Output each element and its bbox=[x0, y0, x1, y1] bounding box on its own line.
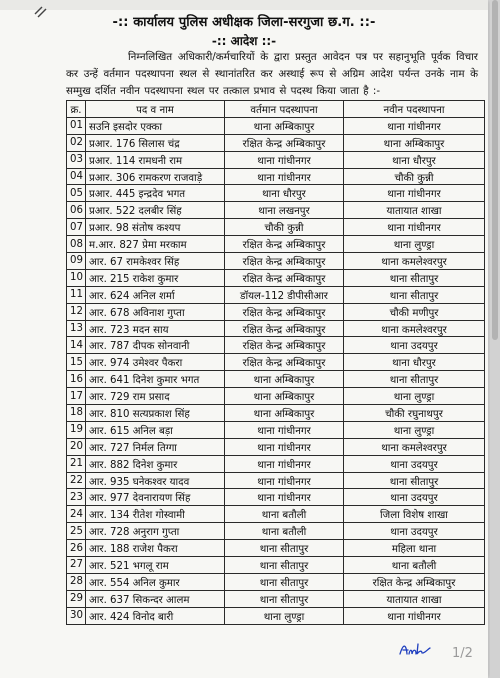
page-indicator: 1/2 bbox=[452, 646, 473, 661]
row-name: प्रआर. 114 रामधनी राम bbox=[86, 151, 225, 168]
row-name: आर. 977 देवनारायण सिंह bbox=[86, 489, 225, 506]
table-row bbox=[67, 523, 485, 540]
row-name: प्रआर. 445 इन्द्रदेव भगत bbox=[86, 185, 225, 202]
row-serial: 21 bbox=[67, 455, 86, 472]
row-current-posting: थाना गांधीनगर bbox=[225, 151, 344, 168]
table-row bbox=[67, 151, 485, 168]
row-serial: 29 bbox=[67, 590, 86, 607]
row-current-posting: थाना गांधीनगर bbox=[225, 472, 344, 489]
row-serial: 09 bbox=[67, 253, 86, 270]
table-row bbox=[67, 286, 485, 303]
row-current-posting: थाना अम्बिकापुर bbox=[225, 117, 344, 134]
header-name: पद व नाम bbox=[86, 101, 225, 118]
row-serial: 07 bbox=[67, 219, 86, 236]
row-serial: 06 bbox=[67, 202, 86, 219]
row-current-posting: रक्षित केन्द्र अम्बिकापुर bbox=[225, 134, 344, 151]
row-serial: 25 bbox=[67, 523, 86, 540]
row-new-posting: थाना धौरपुर bbox=[344, 151, 485, 168]
row-serial: 03 bbox=[67, 151, 86, 168]
row-current-posting: थाना अम्बिकापुर bbox=[225, 388, 344, 405]
table-row bbox=[67, 557, 485, 574]
table-header-row bbox=[67, 101, 485, 118]
row-current-posting: रक्षित केन्द्र अम्बिकापुर bbox=[225, 253, 344, 270]
header-serial: क्र. bbox=[67, 101, 86, 118]
row-serial: 19 bbox=[67, 421, 86, 438]
row-new-posting: थाना कमलेश्वरपुर bbox=[344, 438, 485, 455]
row-serial: 11 bbox=[67, 286, 86, 303]
row-new-posting: थाना उदयपुर bbox=[344, 523, 485, 540]
row-name: आर. 554 अनिल कुमार bbox=[86, 573, 225, 590]
table-row bbox=[67, 269, 485, 286]
transfer-table bbox=[66, 100, 485, 625]
table-row bbox=[67, 253, 485, 270]
table-row bbox=[67, 202, 485, 219]
row-new-posting: रक्षित केन्द्र अम्बिकापुर bbox=[344, 573, 485, 590]
row-current-posting: थाना लखनपुर bbox=[225, 202, 344, 219]
row-current-posting: थाना धौरपुर bbox=[225, 185, 344, 202]
order-heading: -:: आदेश ::- bbox=[211, 34, 277, 48]
row-new-posting: थाना उदयपुर bbox=[344, 455, 485, 472]
row-serial: 14 bbox=[67, 337, 86, 354]
table-row bbox=[67, 455, 485, 472]
row-new-posting: यातायात शाखा bbox=[344, 202, 485, 219]
row-serial: 05 bbox=[67, 185, 86, 202]
handwritten-signature-icon bbox=[398, 640, 432, 660]
row-serial: 15 bbox=[67, 354, 86, 371]
row-name: आर. 810 सत्यप्रकाश सिंह bbox=[86, 405, 225, 422]
row-name: आर. 641 दिनेश कुमार भगत bbox=[86, 371, 225, 388]
row-current-posting: थाना गांधीनगर bbox=[225, 455, 344, 472]
row-serial: 18 bbox=[67, 405, 86, 422]
row-new-posting: थाना सीतापुर bbox=[344, 472, 485, 489]
row-name: प्रआर. 98 संतोष कश्यप bbox=[86, 219, 225, 236]
row-new-posting: थाना सीतापुर bbox=[344, 269, 485, 286]
header-current-posting: वर्तमान पदस्थापना bbox=[225, 101, 344, 118]
row-new-posting: थाना उदयपुर bbox=[344, 489, 485, 506]
table-row bbox=[67, 421, 485, 438]
row-serial: 02 bbox=[67, 134, 86, 151]
row-current-posting: थाना गांधीनगर bbox=[225, 489, 344, 506]
row-serial: 10 bbox=[67, 269, 86, 286]
row-name: आर. 727 निर्मल तिग्गा bbox=[86, 438, 225, 455]
row-current-posting: रक्षित केन्द्र अम्बिकापुर bbox=[225, 269, 344, 286]
row-serial: 13 bbox=[67, 320, 86, 337]
row-serial: 04 bbox=[67, 168, 86, 185]
row-serial: 26 bbox=[67, 540, 86, 557]
row-current-posting: थाना अम्बिकापुर bbox=[225, 405, 344, 422]
row-name: आर. 215 राकेश कुमार bbox=[86, 269, 225, 286]
office-heading: -:: कार्यालय पुलिस अधीक्षक जिला-सरगुजा छ.ग. ::- bbox=[112, 15, 376, 30]
table-row bbox=[67, 590, 485, 607]
row-current-posting: रक्षित केन्द्र अम्बिकापुर bbox=[225, 236, 344, 253]
row-name: म.आर. 827 प्रेमा मरकाम bbox=[86, 236, 225, 253]
row-new-posting: यातायात शाखा bbox=[344, 590, 485, 607]
row-new-posting: थाना लुण्ड्रा bbox=[344, 421, 485, 438]
row-serial: 30 bbox=[67, 607, 86, 624]
row-current-posting: थाना बतौली bbox=[225, 523, 344, 540]
row-current-posting: रक्षित केन्द्र अम्बिकापुर bbox=[225, 320, 344, 337]
row-current-posting: डॉयल-112 डीपीसीआर bbox=[225, 286, 344, 303]
table-row bbox=[67, 117, 485, 134]
row-current-posting: थाना गांधीनगर bbox=[225, 168, 344, 185]
row-serial: 20 bbox=[67, 438, 86, 455]
table-row bbox=[67, 337, 485, 354]
table-row bbox=[67, 506, 485, 523]
row-current-posting: थाना गांधीनगर bbox=[225, 438, 344, 455]
row-new-posting: थाना अम्बिकापुर bbox=[344, 134, 485, 151]
row-new-posting: चौकी कुन्नी bbox=[344, 168, 485, 185]
row-current-posting: थाना अम्बिकापुर bbox=[225, 371, 344, 388]
table-row bbox=[67, 438, 485, 455]
row-current-posting: थाना सीतापुर bbox=[225, 557, 344, 574]
table-row bbox=[67, 303, 485, 320]
row-new-posting: थाना गांधीनगर bbox=[344, 117, 485, 134]
row-current-posting: थाना सीतापुर bbox=[225, 590, 344, 607]
table-row bbox=[67, 573, 485, 590]
table-row bbox=[67, 134, 485, 151]
table-row bbox=[67, 320, 485, 337]
row-new-posting: थाना लुण्ड्रा bbox=[344, 236, 485, 253]
row-new-posting: थाना धौरपुर bbox=[344, 354, 485, 371]
row-name: आर. 67 रामकेश्वर सिंह bbox=[86, 253, 225, 270]
row-name: आर. 728 अनुराग गुप्ता bbox=[86, 523, 225, 540]
table-row bbox=[67, 540, 485, 557]
row-serial: 17 bbox=[67, 388, 86, 405]
row-name: आर. 882 दिनेश कुमार bbox=[86, 455, 225, 472]
row-new-posting: थाना उदयपुर bbox=[344, 337, 485, 354]
row-name: आर. 424 विनोद बारी bbox=[86, 607, 225, 624]
row-new-posting: थाना गांधीनगर bbox=[344, 185, 485, 202]
row-new-posting: थाना सीतापुर bbox=[344, 371, 485, 388]
row-name: आर. 787 दीपक सोनवानी bbox=[86, 337, 225, 354]
table-row bbox=[67, 405, 485, 422]
intro-paragraph: निम्नलिखित अधिकारी/कर्मचारियों के द्वारा प्रस्तुत आवेदन पत्र पर सहानुभूति पूर्वक विचार कर उन्हें वर्तमान पदस्थापना स्थल से स्थानांतरित कर अस्थाई रूप से अग्रिम आदेश पर्यन्त उनके नाम के सम्मुख दर्शित नवीन पदस्थापना स्थल पर तत्काल प्रभाव से पदस्थ किया जाता है :- bbox=[66, 51, 478, 97]
row-new-posting: महिला थाना bbox=[344, 540, 485, 557]
header-new-posting: नवीन पदस्थापना bbox=[344, 101, 485, 118]
row-name: सउनि इसदोर एक्का bbox=[86, 117, 225, 134]
row-current-posting: थाना सीतापुर bbox=[225, 573, 344, 590]
table-row bbox=[67, 607, 485, 624]
row-name: आर. 624 अनिल शर्मा bbox=[86, 286, 225, 303]
row-name: आर. 615 अनिल बड़ा bbox=[86, 421, 225, 438]
table-row bbox=[67, 489, 485, 506]
table-row bbox=[67, 388, 485, 405]
row-current-posting: थाना गांधीनगर bbox=[225, 421, 344, 438]
row-new-posting: थाना लुण्ड्रा bbox=[344, 388, 485, 405]
table-row bbox=[67, 236, 485, 253]
table-row bbox=[67, 354, 485, 371]
row-name: आर. 521 भगलू राम bbox=[86, 557, 225, 574]
row-current-posting: रक्षित केन्द्र अम्बिकापुर bbox=[225, 303, 344, 320]
row-new-posting: थाना कमलेश्वरपुर bbox=[344, 320, 485, 337]
row-new-posting: थाना कमलेश्वरपुर bbox=[344, 253, 485, 270]
row-serial: 22 bbox=[67, 472, 86, 489]
row-name: आर. 974 उमेश्वर पैकरा bbox=[86, 354, 225, 371]
row-name: प्रआर. 306 रामकरण राजवाड़े bbox=[86, 168, 225, 185]
row-new-posting: थाना गांधीनगर bbox=[344, 607, 485, 624]
row-name: आर. 729 राम प्रसाद bbox=[86, 388, 225, 405]
row-new-posting: थाना गांधीनगर bbox=[344, 219, 485, 236]
row-serial: 24 bbox=[67, 506, 86, 523]
row-serial: 01 bbox=[67, 117, 86, 134]
row-name: आर. 935 घनेकश्वर यादव bbox=[86, 472, 225, 489]
table-row bbox=[67, 219, 485, 236]
row-name: आर. 678 अविनाश गुप्ता bbox=[86, 303, 225, 320]
row-name: आर. 723 मदन साय bbox=[86, 320, 225, 337]
row-current-posting: रक्षित केन्द्र अम्बिकापुर bbox=[225, 337, 344, 354]
row-new-posting: थाना बतौली bbox=[344, 557, 485, 574]
row-current-posting: चौकी कुन्नी bbox=[225, 219, 344, 236]
row-serial: 23 bbox=[67, 489, 86, 506]
row-serial: 12 bbox=[67, 303, 86, 320]
row-current-posting: थाना लुण्ड्रा bbox=[225, 607, 344, 624]
row-new-posting: चौकी मणीपुर bbox=[344, 303, 485, 320]
row-current-posting: थाना सीतापुर bbox=[225, 540, 344, 557]
row-serial: 08 bbox=[67, 236, 86, 253]
row-current-posting: थाना बतौली bbox=[225, 506, 344, 523]
row-serial: 28 bbox=[67, 573, 86, 590]
row-name: आर. 188 राजेश पैकरा bbox=[86, 540, 225, 557]
scrollbar-thumb[interactable] bbox=[492, 0, 498, 340]
row-serial: 27 bbox=[67, 557, 86, 574]
row-new-posting: जिला विशेष शाखा bbox=[344, 506, 485, 523]
table-row bbox=[67, 371, 485, 388]
table-row bbox=[67, 185, 485, 202]
table-row bbox=[67, 472, 485, 489]
top-strip bbox=[0, 0, 488, 10]
row-new-posting: थाना सीतापुर bbox=[344, 286, 485, 303]
row-name: प्रआर. 176 सिलास चंद्र bbox=[86, 134, 225, 151]
table-body bbox=[67, 117, 485, 624]
table-row bbox=[67, 168, 485, 185]
row-name: प्रआर. 522 दलबीर सिंह bbox=[86, 202, 225, 219]
row-new-posting: चौकी रघुनाथपुर bbox=[344, 405, 485, 422]
row-name: आर. 134 रीतेश गोस्वामी bbox=[86, 506, 225, 523]
row-name: आर. 637 सिकन्दर आलम bbox=[86, 590, 225, 607]
row-serial: 16 bbox=[67, 371, 86, 388]
row-current-posting: रक्षित केन्द्र अम्बिकापुर bbox=[225, 354, 344, 371]
